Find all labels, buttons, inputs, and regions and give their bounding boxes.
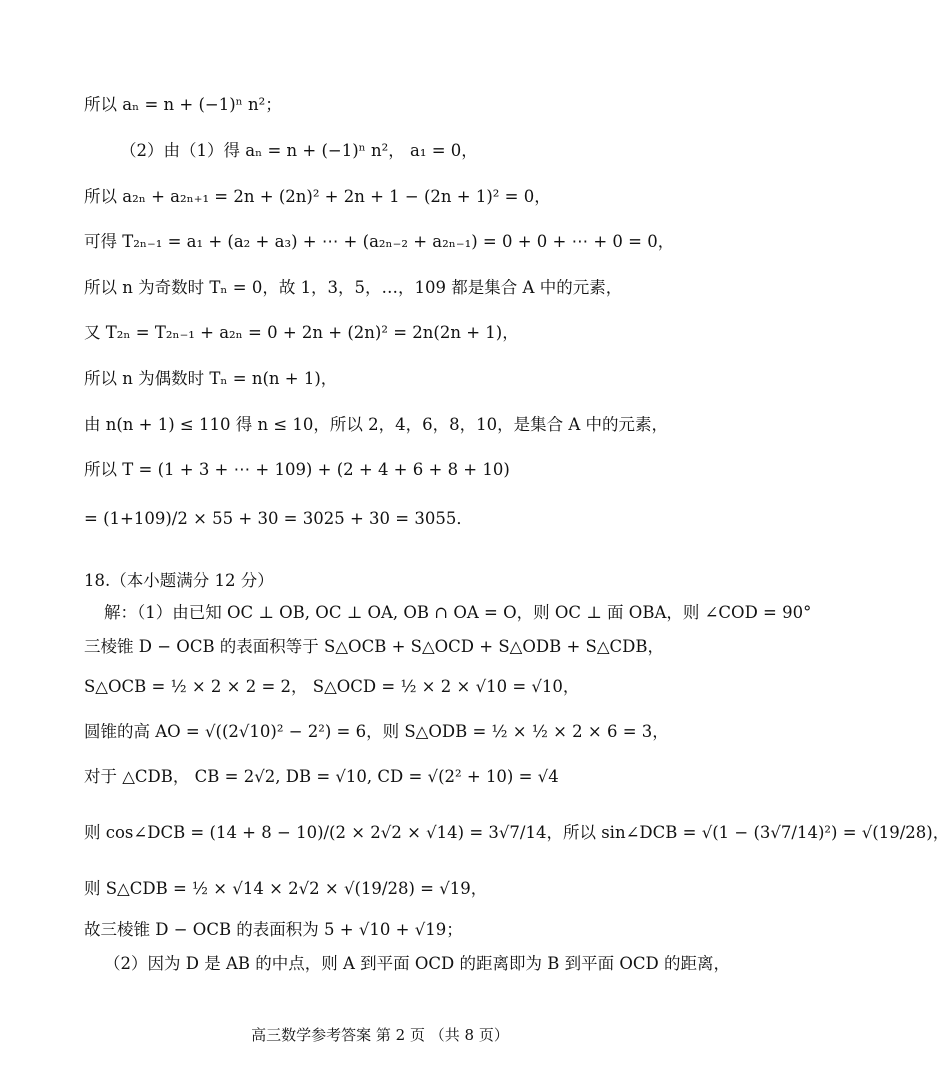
text-line: 解：（1）由已知 OC ⊥ OB, OC ⊥ OA, OB ∩ OA = O，则 OC ⊥ 面 OBA，则 ∠COD = 90° (104, 603, 812, 622)
text-line: 则 cos∠DCB = (14 + 8 − 10)/(2 × 2√2 × √14) = 3√7/14，所以 sin∠DCB = √(1 − (3√7/14)²) = √(19/28)， (84, 823, 949, 842)
text-line: 三棱锥 D − OCB 的表面积等于 S△OCB + S△OCD + S△ODB + S△CDB， (84, 637, 664, 656)
text-line: 可得 T₂ₙ₋₁ = a₁ + (a₂ + a₃) + ⋯ + (a₂ₙ₋₂ + a₂ₙ₋₁) = 0 + 0 + ⋯ + 0 = 0， (84, 232, 675, 251)
text-line: 则 S△CDB = ½ × √14 × 2√2 × √(19/28) = √19， (84, 879, 488, 898)
text-line: 所以 n 为偶数时 Tₙ = n(n + 1)， (84, 369, 338, 388)
text-line: 故三棱锥 D − OCB 的表面积为 5 + √10 + √19； (84, 920, 463, 939)
text-line: = (1+109)/2 × 55 + 30 = 3025 + 30 = 3055． (84, 509, 473, 528)
text-line: （2）由（1）得 aₙ = n + (−1)ⁿ n²， a₁ = 0， (120, 141, 478, 160)
text-line: S△OCB = ½ × 2 × 2 = 2， S△OCD = ½ × 2 × √10 = √10， (84, 677, 580, 696)
text-line: 由 n(n + 1) ≤ 110 得 n ≤ 10，所以 2，4，6，8，10，是集合 A 中的元素， (84, 415, 669, 434)
page-footer: 高三数学参考答案 第 2 页 （共 8 页） (251, 1026, 509, 1044)
text-line: 对于 △CDB， CB = 2√2, DB = √10, CD = √(2² + 10) = √4 (84, 767, 559, 786)
question-heading: 18.（本小题满分 12 分） (84, 571, 274, 590)
text-line: 所以 T = (1 + 3 + ⋯ + 109) + (2 + 4 + 6 + 8 + 10) (84, 460, 510, 479)
text-line: 所以 n 为奇数时 Tₙ = 0，故 1，3，5，…，109 都是集合 A 中的元素， (84, 278, 623, 297)
text-line: 所以 a₂ₙ + a₂ₙ₊₁ = 2n + (2n)² + 2n + 1 − (2n + 1)² = 0， (84, 187, 551, 206)
text-line: 所以 aₙ = n + (−1)ⁿ n²； (84, 95, 282, 114)
text-line: 又 T₂ₙ = T₂ₙ₋₁ + a₂ₙ = 0 + 2n + (2n)² = 2n(2n + 1)， (84, 323, 519, 342)
text-line: 圆锥的高 AO = √((2√10)² − 2²) = 6，则 S△ODB = ½ × ½ × 2 × 6 = 3， (84, 722, 669, 741)
text-line: （2）因为 D 是 AB 的中点，则 A 到平面 OCD 的距离即为 B 到平面 OCD 的距离， (104, 954, 731, 973)
